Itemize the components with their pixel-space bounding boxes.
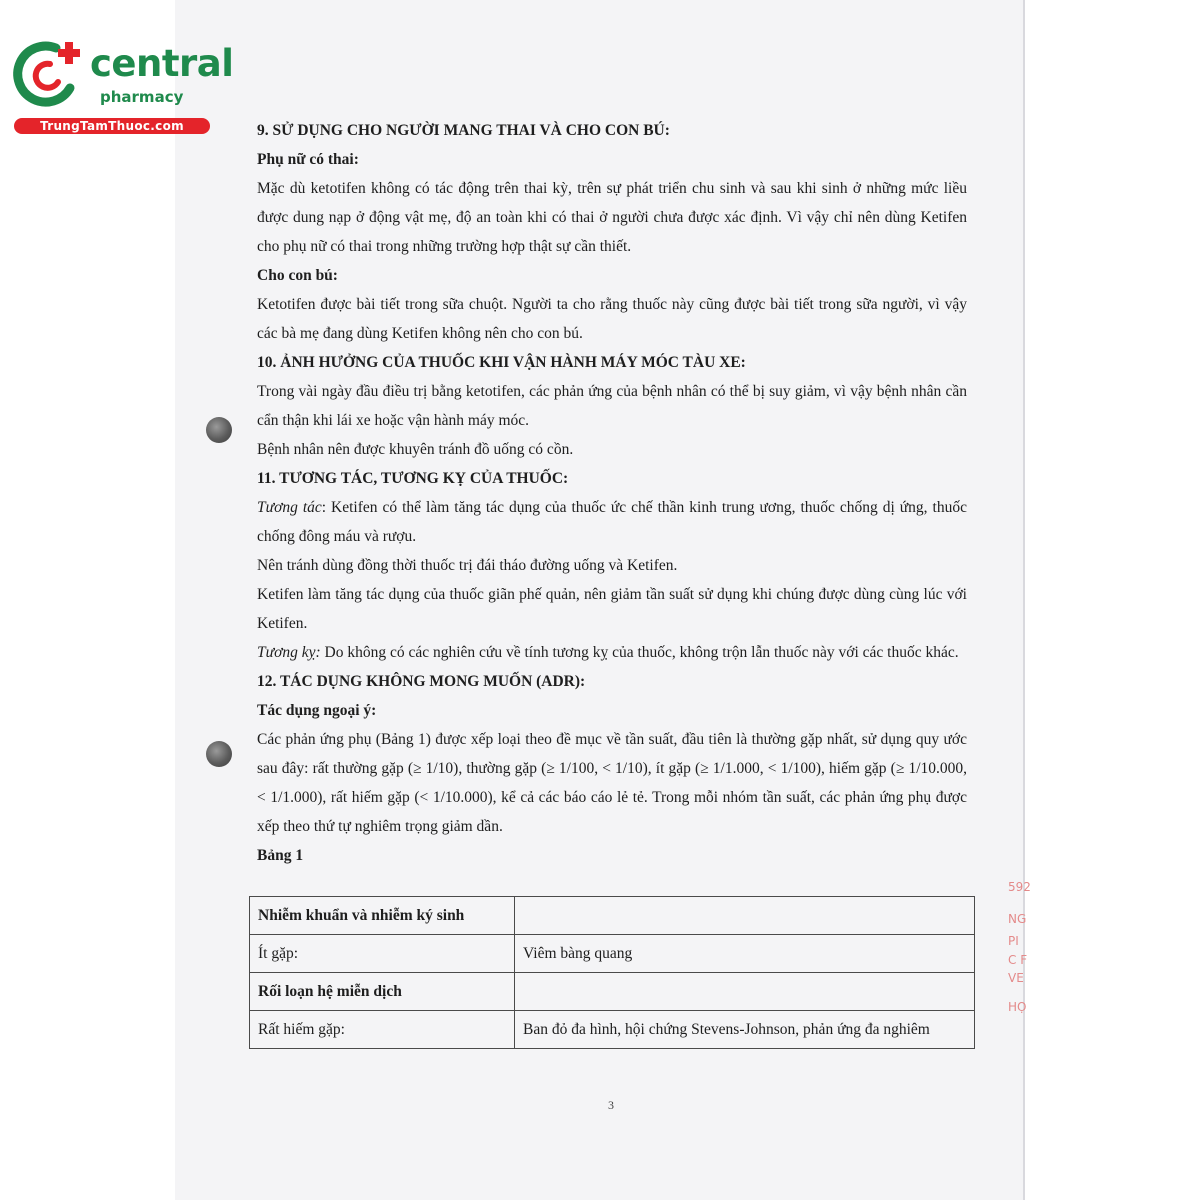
paragraph xyxy=(257,493,967,551)
central-pharmacy-logo[interactable] xyxy=(10,38,234,138)
scan-margin-right xyxy=(1025,0,1200,1200)
paragraph: Ketotifen được bài tiết trong sữa chuột. Người ta cho rằng thuốc này cũng được bài tiết trong sữa người, vì vậy các bà mẹ đang dùng Ketifen không nên cho con bú. xyxy=(257,296,967,342)
table-row xyxy=(250,935,975,973)
paragraph: Nên tránh dùng đồng thời thuốc trị đái tháo đường uống và Ketifen. xyxy=(257,557,678,574)
stamp-fragment: HỌ xyxy=(1008,1000,1027,1014)
subheading: Tác dụng ngoại ý: xyxy=(257,702,377,719)
document-body xyxy=(257,116,967,870)
logo-url-badge[interactable]: TrungTamThuoc.com xyxy=(14,118,210,134)
subheading: Cho con bú: xyxy=(257,267,338,284)
punch-hole-upper xyxy=(206,417,232,443)
italic-lead: Tương tác xyxy=(257,499,322,516)
stamp-fragment: NG xyxy=(1008,912,1027,926)
table-cell-value xyxy=(515,973,975,1011)
adverse-reactions-table xyxy=(249,896,975,1049)
table-cell-category: Nhiễm khuẩn và nhiễm ký sinh xyxy=(250,897,515,935)
table-cell-value xyxy=(515,897,975,935)
paragraph: Các phản ứng phụ (Bảng 1) được xếp loại theo đề mục về tần suất, đầu tiên là thường gặp nhất, sử dụng quy ước sau đây: rất thường gặp (≥ 1/10), thường gặp (≥ 1/100, < 1/10), ít gặp (≥ 1/1.000, < 1/100), hiếm gặp (≥ 1/10.000, < 1/1.000), rất hiếm gặp (< 1/10.000), kể cả các báo cáo lẻ tẻ. Trong mỗi nhóm tần suất, các phản ứng phụ được xếp theo thứ tự nghiêm trọng giảm dần. xyxy=(257,731,967,835)
paragraph: Mặc dù ketotifen không có tác động trên thai kỳ, trên sự phát triển chu sinh và sau khi sinh ở những mức liều được dung nạp ở động vật mẹ, độ an toàn khi có thai ở người chưa được xác định. Vì vậy chỉ nên dùng Ketifen cho phụ nữ có thai trong những trường hợp thật sự cần thiết. xyxy=(257,180,967,255)
table-cell-value: Viêm bàng quang xyxy=(515,935,975,973)
paragraph: Ketifen làm tăng tác dụng của thuốc giãn phế quản, nên giảm tần suất sử dụng khi chúng được dùng cùng lúc với Ketifen. xyxy=(257,586,967,632)
table-caption: Bảng 1 xyxy=(257,847,304,864)
table-cell-category: Rối loạn hệ miễn dịch xyxy=(250,973,515,1011)
subheading: Phụ nữ có thai: xyxy=(257,151,359,168)
stamp-fragment: VE xyxy=(1008,971,1024,985)
table-row xyxy=(250,897,975,935)
paragraph xyxy=(257,638,967,667)
paragraph-text: Do không có các nghiên cứu về tính tương kỵ của thuốc, không trộn lẫn thuốc này với các thuốc khác. xyxy=(320,644,959,661)
table-cell-value: Ban đỏ đa hình, hội chứng Stevens-Johnson, phản ứng đa nghiêm xyxy=(515,1011,975,1049)
section-heading: 9. SỬ DỤNG CHO NGƯỜI MANG THAI VÀ CHO CON BÚ: xyxy=(257,122,670,139)
pharmacy-cross-icon xyxy=(10,38,90,110)
paragraph-text: : Ketifen có thể làm tăng tác dụng của thuốc ức chế thần kinh trung ương, thuốc chống dị ứng, thuốc chống đông máu và rượu. xyxy=(257,499,967,545)
section-heading: 12. TÁC DỤNG KHÔNG MONG MUỐN (ADR): xyxy=(257,673,586,690)
section-heading: 11. TƯƠNG TÁC, TƯƠNG KỴ CỦA THUỐC: xyxy=(257,470,569,487)
table-cell-frequency: Rất hiếm gặp: xyxy=(250,1011,515,1049)
stamp-fragment: 592 xyxy=(1008,880,1031,894)
punch-hole-lower xyxy=(206,741,232,767)
section-heading: 10. ẢNH HƯỞNG CỦA THUỐC KHI VẬN HÀNH MÁY MÓC TÀU XE: xyxy=(257,354,746,371)
paragraph: Trong vài ngày đầu điều trị bằng ketotifen, các phản ứng của bệnh nhân có thể bị suy giảm, vì vậy bệnh nhân cần cẩn thận khi lái xe hoặc vận hành máy móc. xyxy=(257,383,967,429)
paragraph: Bệnh nhân nên được khuyên tránh đồ uống có cồn. xyxy=(257,441,574,458)
table-row xyxy=(250,1011,975,1049)
stamp-fragment: C F xyxy=(1008,953,1028,967)
table-row xyxy=(250,973,975,1011)
table-cell-frequency: Ít gặp: xyxy=(250,935,515,973)
logo-subtitle: pharmacy xyxy=(100,88,184,106)
stamp-fragment: PI xyxy=(1008,934,1019,948)
italic-lead: Tương kỵ: xyxy=(257,644,321,661)
logo-brand: central xyxy=(90,42,234,85)
scan-margin-left xyxy=(0,0,175,1200)
page-number: 3 xyxy=(608,1098,614,1112)
